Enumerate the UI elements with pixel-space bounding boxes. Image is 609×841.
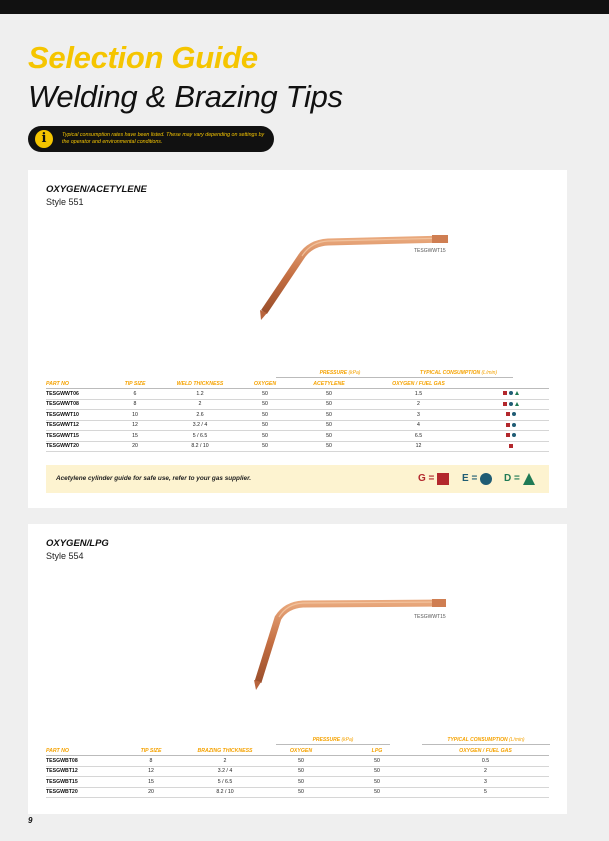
cylinder-guide-text: Acetylene cylinder guide for safe use, refer to your gas supplier.: [56, 475, 251, 482]
page-number: 9: [28, 816, 33, 825]
cylinder-type-cell: [473, 431, 549, 442]
oxygen-pressure-cell: 50: [236, 420, 294, 431]
oxygen-lpg-panel: [28, 524, 567, 814]
table-row: [46, 787, 549, 798]
part-no-cell: TESGWWT12: [46, 420, 106, 431]
col-part-no: PART NO: [46, 379, 106, 389]
thickness-cell: 2: [164, 399, 236, 410]
table-header-row: [46, 379, 549, 389]
cylinder-type-cell: [473, 410, 549, 421]
col-cylinder-types: [473, 379, 549, 389]
consumption-cell: 12: [364, 441, 473, 452]
part-no-cell: TESGWBT08: [46, 756, 122, 767]
col-brazing-thickness: BRAZING THICKNESS: [180, 746, 270, 756]
part-no-cell: TESGWWT06: [46, 389, 106, 400]
consumption-cell: 3: [364, 410, 473, 421]
fuel-pressure-cell: 50: [294, 431, 364, 442]
part-no-cell: TESGWWT20: [46, 441, 106, 452]
fuel-pressure-cell: 50: [294, 399, 364, 410]
cylinder-type-cell: [473, 399, 549, 410]
col-consumption: OXYGEN / FUEL GAS: [422, 746, 549, 756]
consumption-group-header: TYPICAL CONSUMPTION (L/min): [447, 737, 525, 743]
welding-tip-image: [28, 170, 567, 330]
oxygen-pressure-cell: 50: [236, 399, 294, 410]
fuel-pressure-cell: 50: [332, 777, 422, 788]
brazing-tip-image: [28, 524, 567, 694]
part-no-cell: TESGWWT15: [46, 431, 106, 442]
notice-banner: [28, 126, 274, 152]
cylinder-guide-band: [46, 465, 549, 493]
consumption-group-rule: [404, 377, 513, 378]
consumption-cell: 2: [422, 766, 549, 777]
col-oxygen: OXYGEN: [236, 379, 294, 389]
info-icon: i: [35, 130, 53, 148]
part-no-cell: TESGWWT08: [46, 399, 106, 410]
consumption-cell: 5: [422, 787, 549, 798]
table-row: [46, 410, 549, 421]
fuel-pressure-cell: 50: [294, 441, 364, 452]
red-square-icon: [506, 423, 510, 427]
tip-size-cell: 20: [122, 787, 180, 798]
tip-size-cell: 12: [122, 766, 180, 777]
col-part-no: PART NO: [46, 746, 122, 756]
table-row: [46, 756, 549, 767]
blue-circle-icon: [480, 473, 492, 485]
thickness-cell: 2: [180, 756, 270, 767]
tip-part-label: TESGWWT15: [414, 614, 446, 620]
blue-circle-icon: [512, 412, 516, 416]
fuel-pressure-cell: 50: [294, 410, 364, 421]
table-row: [46, 420, 549, 431]
thickness-cell: 1.2: [164, 389, 236, 400]
blue-circle-icon: [509, 391, 513, 395]
pressure-group-rule: [276, 744, 390, 745]
legend-e: E =: [462, 472, 492, 487]
thickness-cell: 2.6: [164, 410, 236, 421]
table-row: [46, 389, 549, 400]
tip-size-cell: 6: [106, 389, 164, 400]
section-title: OXYGEN/ACETYLENE: [46, 184, 147, 195]
legend-g: G =: [418, 472, 449, 487]
table-row: [46, 441, 549, 452]
oxygen-pressure-cell: 50: [236, 441, 294, 452]
table-row: [46, 777, 549, 788]
thickness-cell: 5 / 6.5: [180, 777, 270, 788]
part-no-cell: TESGWBT12: [46, 766, 122, 777]
red-square-icon: [506, 412, 510, 416]
consumption-group-header: TYPICAL CONSUMPTION (L/min): [419, 370, 498, 376]
col-tip-size: TIP SIZE: [122, 746, 180, 756]
fuel-pressure-cell: 50: [294, 389, 364, 400]
tip-size-cell: 15: [106, 431, 164, 442]
table-row: [46, 431, 549, 442]
cylinder-type-cell: [473, 441, 549, 452]
oxygen-pressure-cell: 50: [236, 431, 294, 442]
cylinder-type-cell: [473, 389, 549, 400]
tip-size-cell: 8: [122, 756, 180, 767]
cylinder-type-cell: [473, 420, 549, 431]
part-no-cell: TESGWWT10: [46, 410, 106, 421]
consumption-group-rule: [422, 744, 550, 745]
col-oxygen: OXYGEN: [270, 746, 332, 756]
red-square-icon: [437, 473, 449, 485]
col-tip-size: TIP SIZE: [106, 379, 164, 389]
part-no-cell: TESGWBT15: [46, 777, 122, 788]
top-bar: [0, 0, 609, 14]
oxygen-acetylene-table: [46, 379, 549, 452]
section-style: Style 554: [46, 551, 84, 561]
consumption-cell: 0.5: [422, 756, 549, 767]
oxygen-pressure-cell: 50: [270, 787, 332, 798]
page-title: Selection Guide: [28, 40, 258, 75]
blue-circle-icon: [509, 402, 513, 406]
thickness-cell: 5 / 6.5: [164, 431, 236, 442]
green-triangle-icon: [523, 473, 535, 485]
col-acetylene: ACETYLENE: [294, 379, 364, 389]
green-triangle-icon: [515, 402, 519, 406]
red-square-icon: [509, 444, 513, 448]
oxygen-acetylene-panel: [28, 170, 567, 508]
consumption-cell: 4: [364, 420, 473, 431]
tip-size-cell: 12: [106, 420, 164, 431]
legend-d: D =: [504, 472, 535, 487]
notice-text: Typical consumption rates have been listed. These may vary depending on settings by the operator and environmental conditions.: [62, 132, 265, 145]
fuel-pressure-cell: 50: [332, 766, 422, 777]
table-header-row: [46, 746, 549, 756]
col-consumption: OXYGEN / FUEL GAS: [364, 379, 473, 389]
section-style: Style 551: [46, 197, 84, 207]
tip-size-cell: 15: [122, 777, 180, 788]
col-lpg: LPG: [332, 746, 422, 756]
table-row: [46, 766, 549, 777]
fuel-pressure-cell: 50: [332, 756, 422, 767]
red-square-icon: [506, 433, 510, 437]
consumption-cell: 3: [422, 777, 549, 788]
thickness-cell: 8.2 / 10: [164, 441, 236, 452]
table-row: [46, 399, 549, 410]
part-no-cell: TESGWBT20: [46, 787, 122, 798]
thickness-cell: 8.2 / 10: [180, 787, 270, 798]
tip-part-label: TESGWWT15: [414, 248, 446, 254]
page-subtitle: Welding & Brazing Tips: [28, 79, 343, 114]
oxygen-pressure-cell: 50: [236, 410, 294, 421]
oxygen-pressure-cell: 50: [270, 756, 332, 767]
col-weld-thickness: WELD THICKNESS: [164, 379, 236, 389]
red-square-icon: [503, 391, 507, 395]
green-triangle-icon: [515, 391, 519, 395]
tip-size-cell: 20: [106, 441, 164, 452]
blue-circle-icon: [512, 423, 516, 427]
oxygen-pressure-cell: 50: [236, 389, 294, 400]
oxygen-lpg-table: [46, 746, 549, 798]
pressure-group-rule: [276, 377, 404, 378]
oxygen-pressure-cell: 50: [270, 766, 332, 777]
pressure-group-header: PRESSURE (kPa): [319, 370, 361, 376]
oxygen-pressure-cell: 50: [270, 777, 332, 788]
consumption-cell: 2: [364, 399, 473, 410]
section-title: OXYGEN/LPG: [46, 538, 109, 549]
thickness-cell: 3.2 / 4: [180, 766, 270, 777]
fuel-pressure-cell: 50: [332, 787, 422, 798]
fuel-pressure-cell: 50: [294, 420, 364, 431]
tip-size-cell: 10: [106, 410, 164, 421]
consumption-cell: 1.5: [364, 389, 473, 400]
consumption-cell: 6.5: [364, 431, 473, 442]
blue-circle-icon: [512, 433, 516, 437]
pressure-group-header: PRESSURE (kPa): [312, 737, 354, 743]
red-square-icon: [503, 402, 507, 406]
tip-size-cell: 8: [106, 399, 164, 410]
thickness-cell: 3.2 / 4: [164, 420, 236, 431]
